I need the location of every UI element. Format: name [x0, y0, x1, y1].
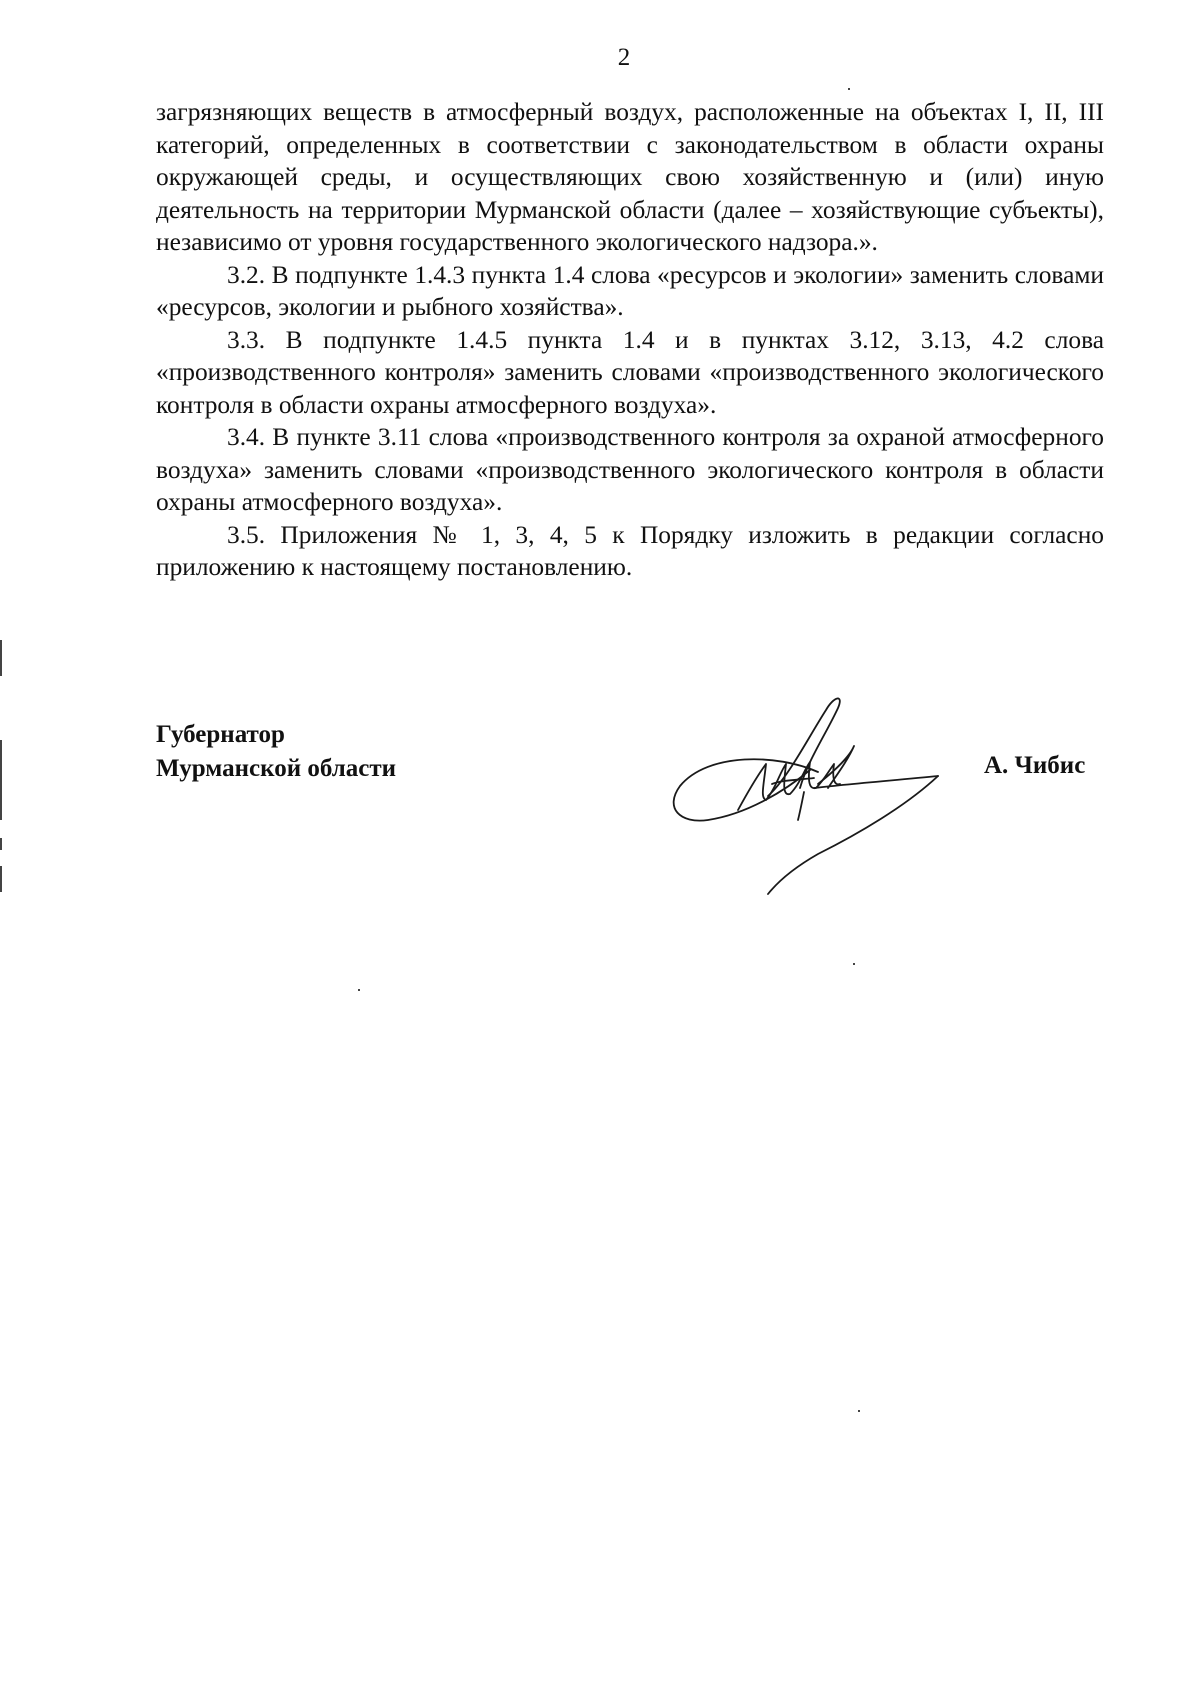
scan-speck [848, 88, 850, 90]
signatory-name: А. Чибис [984, 752, 1086, 779]
document-body [156, 96, 1104, 584]
scan-edge-mark [0, 640, 2, 676]
scan-edge-mark [0, 866, 2, 892]
scan-speck [358, 989, 360, 991]
paragraph-continuation: загрязняющих веществ в атмосферный воздух, расположенные на объектах I, II, III категорий, определенных в соответствии с законодательством в области охраны окружающей среды, и осуществляющих свою хозяйственную и (или) иную деятельность на территории Мурманской области (далее – хозяйствующие субъекты), независимо от уровня государственного экологического надзора.». [156, 98, 1104, 256]
paragraph-3-2: 3.2. В подпункте 1.4.3 пункта 1.4 слова «ресурсов и экологии» заменить словами «ресурсов, экологии и рыбного хозяйства». [156, 260, 1104, 321]
scan-edge-mark [0, 740, 2, 820]
scan-speck [853, 963, 855, 965]
scan-speck [858, 1410, 860, 1412]
paragraph-3-5: 3.5. Приложения № 1, 3, 4, 5 к Порядку изложить в редакции согласно приложению к настоящему постановлению. [156, 520, 1104, 581]
signatory-position [156, 718, 396, 786]
page-number: 2 [617, 44, 631, 71]
paragraph-3-3: 3.3. В подпункте 1.4.5 пункта 1.4 и в пунктах 3.12, 3.13, 4.2 слова «производственного контроля» заменить словами «производственного экологического контроля в области охраны атмосферного воздуха». [156, 325, 1104, 419]
paragraph-3-4: 3.4. В пункте 3.11 слова «производственного контроля за охраной атмосферного воздуха» заменить словами «производственного экологического контроля в области охраны атмосферного воздуха». [156, 423, 1104, 516]
scan-edge-mark [0, 838, 2, 850]
handwritten-signature [668, 688, 968, 898]
signatory-position-line1: Губернатор [156, 721, 285, 748]
signatory-position-line2: Мурманской области [156, 755, 397, 782]
